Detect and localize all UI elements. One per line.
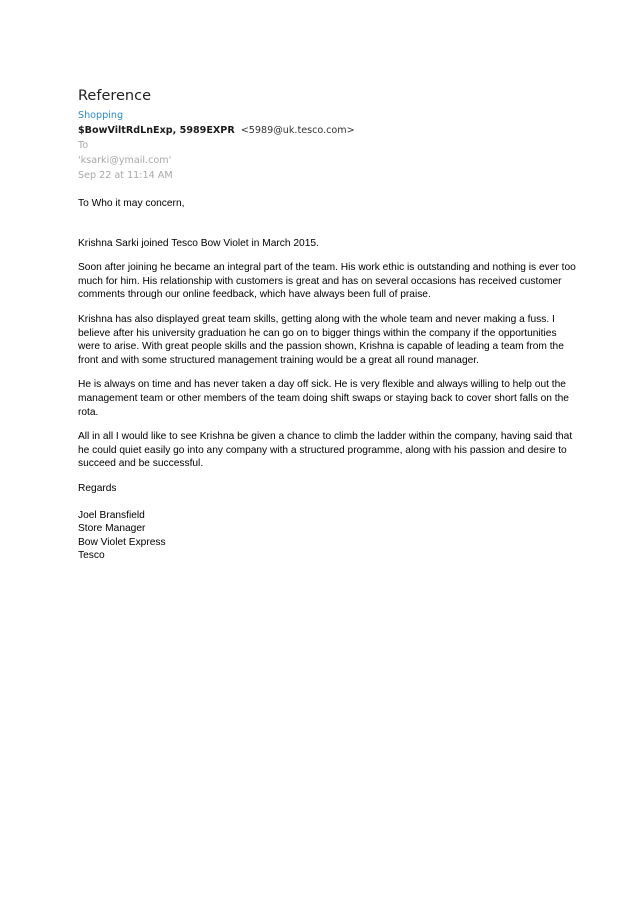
email-subject: Reference [78, 88, 152, 104]
signature-block [78, 509, 578, 563]
letter-paragraph: Krishna has also displayed great team skills, getting along with the whole team and never making a fuss. I believe after his university graduation he can go on to bigger things within the company if the opportunities were to arise. With great people skills and the passion shown, Krishna is capable of leading a team from the front and with some structured management training would be a great all round manager. [78, 313, 564, 366]
folder-label[interactable]: Shopping [78, 110, 124, 121]
letter-body [78, 197, 578, 563]
letter-greeting: To Who it may concern, [78, 198, 185, 209]
email-document [78, 86, 578, 563]
letter-paragraph: Krishna Sarki joined Tesco Bow Violet in March 2015. [78, 237, 319, 249]
signature-title: Store Manager [78, 523, 146, 535]
signature-company: Tesco [78, 550, 105, 562]
signature-name: Joel Bransfield [78, 509, 145, 521]
letter-paragraph: He is always on time and has never taken a day off sick. He is very flexible and always willing to help out the management team or other members of the team doing shift swaps or staying back to cover short falls on the rota. [78, 379, 569, 418]
signature-store: Bow Violet Express [78, 536, 166, 548]
sender-name[interactable]: $BowViltRdLnExp, 5989EXPR [78, 125, 235, 136]
sender-line [78, 123, 578, 138]
to-label: To [78, 140, 89, 151]
email-date: Sep 22 at 11:14 AM [78, 170, 173, 181]
sender-email[interactable]: <5989@uk.tesco.com> [240, 125, 355, 136]
letter-closing: Regards [78, 482, 117, 494]
letter-paragraph: Soon after joining he became an integral part of the team. His work ethic is outstanding and nothing is ever too much for him. His relationship with customers is great and has on several occasions has received customer comments through our online feedback, which have always been full of praise. [78, 262, 576, 301]
recipient-email[interactable]: 'ksarki@ymail.com' [78, 155, 172, 166]
letter-paragraph: All in all I would like to see Krishna be given a chance to climb the ladder within the company, having said that he could quiet easily go into any company with a structured programme, along with his passion and desire to succeed and be successful. [78, 431, 573, 470]
